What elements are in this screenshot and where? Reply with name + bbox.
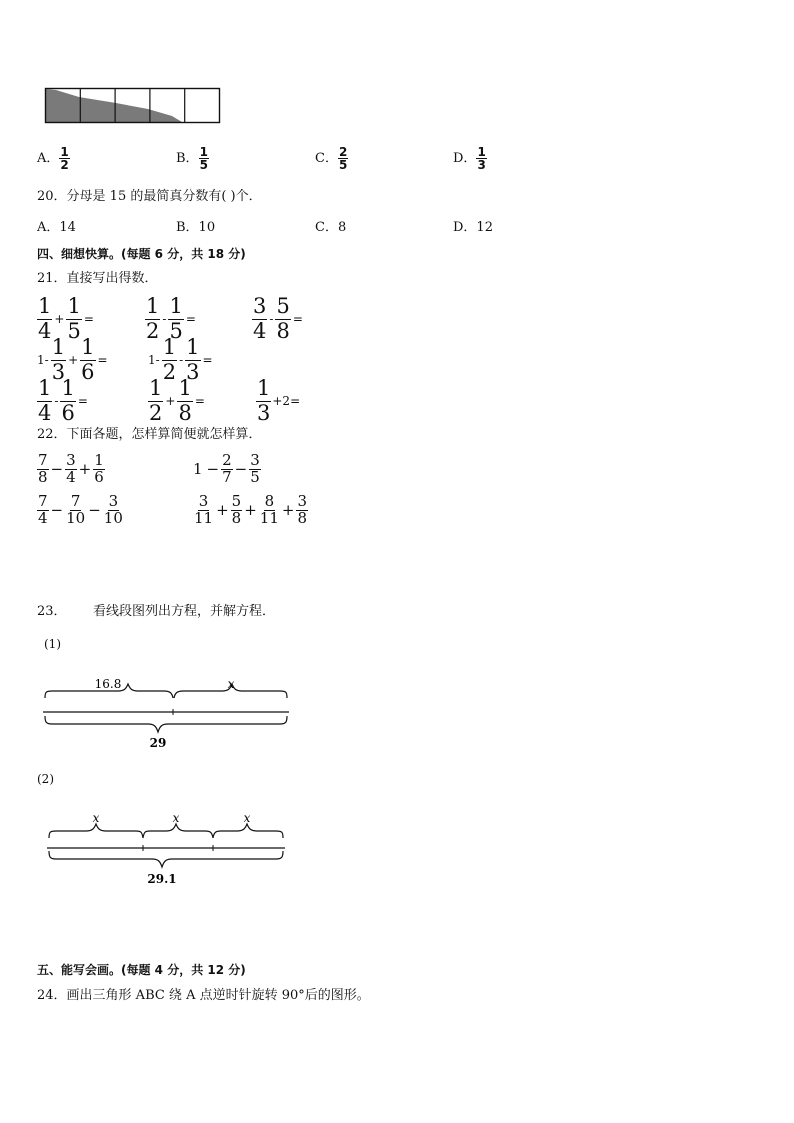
q21-expr-2: $\frac{1}{2}$ - $\frac{1}{5}$ = <box>146 294 196 343</box>
q23-part-2-label: (2) <box>37 772 54 786</box>
option-d: D． $\frac{1}{3}$ <box>453 145 486 172</box>
question-22-title: 22．下面各题，怎样算简便就怎样算． <box>37 427 262 442</box>
q21-expr-1: $\frac{1}{4}$ + $\frac{1}{5}$ = <box>38 294 94 343</box>
q20-option-b: B．10 <box>176 220 216 235</box>
label-29-1: 29.1 <box>147 872 177 886</box>
label-x-1: x <box>227 677 235 691</box>
question-24: 24．画出三角形 ABC 绕 A 点逆时针旋转 90°后的图形。 <box>37 988 370 1003</box>
option-b: B． $\frac{1}{5}$ <box>176 145 208 172</box>
q22-expr-3: $\frac{7}{4}$ − $\frac{7}{10}$ − $\frac{3}{10}$ <box>38 492 123 527</box>
fraction-shaded-figure <box>44 87 224 125</box>
q22-expr-4: $\frac{3}{11}$ + $\frac{5}{8}$ + $\frac{8}{11}$ + $\frac{3}{8}$ <box>194 492 308 527</box>
q20-option-a: A．14 <box>37 220 76 235</box>
question-23-number: 23． <box>37 604 67 619</box>
q23-part-1-label: (1) <box>44 637 61 651</box>
label-16-8: 16.8 <box>94 677 122 691</box>
option-a: A． $\frac{1}{2}$ <box>37 145 69 172</box>
q21-expr-5: 1- $\frac{1}{2}$ - $\frac{1}{3}$ = <box>148 335 213 384</box>
q21-expr-6: $\frac{1}{4}$ - $\frac{1}{6}$ = <box>38 376 88 425</box>
section-5-title: 五、能写会画。(每题 4 分，共 12 分) <box>37 963 246 977</box>
segment-diagram-2 <box>44 812 290 892</box>
label-29: 29 <box>149 736 167 750</box>
q21-expr-4: 1- $\frac{1}{3}$ + $\frac{1}{6}$ = <box>37 335 108 384</box>
option-c: C． $\frac{2}{5}$ <box>315 145 348 172</box>
label-x-c: x <box>243 812 251 825</box>
q21-expr-7: $\frac{1}{2}$ + $\frac{1}{8}$ = <box>149 376 205 425</box>
q20-option-c: C．8 <box>315 220 347 235</box>
q22-expr-2: 1 − $\frac{2}{7}$ − $\frac{3}{5}$ <box>193 451 260 486</box>
question-21-title: 21．直接写出得数． <box>37 271 158 286</box>
q21-expr-3: $\frac{3}{4}$ - $\frac{5}{8}$ = <box>253 294 303 343</box>
section-4-title: 四、细想快算。(每题 6 分，共 18 分) <box>37 247 246 261</box>
q21-expr-8: $\frac{1}{3}$ +2= <box>257 376 301 425</box>
segment-diagram-1 <box>40 676 292 754</box>
question-23-title: 看线段图列出方程，并解方程． <box>93 604 276 619</box>
q22-expr-1: $\frac{7}{8}$ − $\frac{3}{4}$ + $\frac{1}{6}$ <box>38 451 104 486</box>
label-x-b: x <box>172 812 180 825</box>
label-x-a: x <box>92 812 100 825</box>
question-20: 20．分母是 15 的最简真分数有( )个． <box>37 189 262 204</box>
q20-option-d: D．12 <box>453 220 493 235</box>
